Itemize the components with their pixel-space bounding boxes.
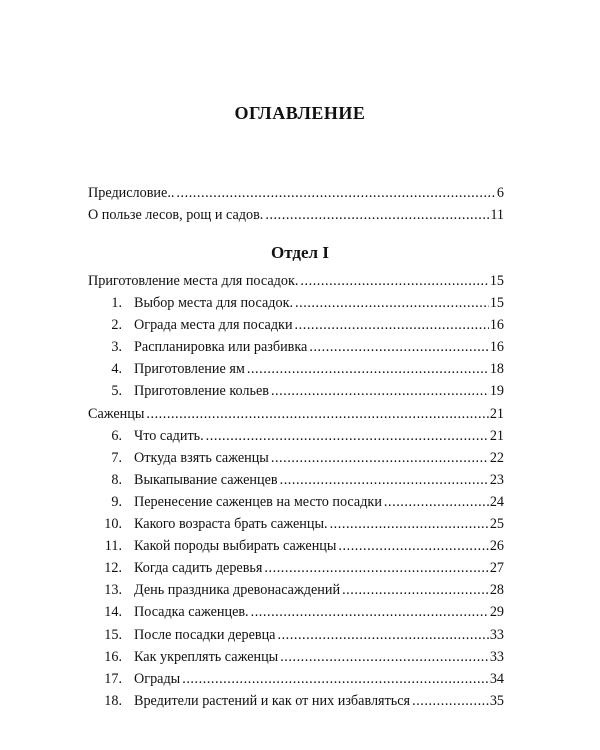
toc-page-number: 19 [489,383,504,400]
toc-entry-title: Ограда места для посадки [134,317,293,334]
toc-page-number: 35 [489,692,504,709]
toc-leader-dots [384,491,489,513]
toc-entry[interactable] [88,624,504,646]
toc-entry[interactable] [88,380,504,402]
page-title: ОГЛАВЛЕНИЕ [234,103,366,123]
toc-page-number: 16 [489,339,504,356]
toc-leader-dots [280,469,489,491]
toc-page-number: 15 [489,295,504,312]
toc-entry[interactable] [88,601,504,623]
toc-leader-dots [265,204,489,226]
toc-entry-number: 18. [104,692,122,709]
toc-entry-title: Откуда взять саженцы [134,449,269,466]
toc-entry-number: 5. [111,383,122,400]
toc-entry[interactable] [88,182,504,204]
toc-entry-title: Когда садить деревья [134,560,263,577]
toc-leader-dots [330,513,489,535]
toc-entry[interactable] [88,535,504,557]
toc-entry-number: 7. [111,449,122,466]
toc-entry-number: 3. [111,339,122,356]
toc-entry-number: 8. [111,471,122,488]
toc-page-number: 27 [489,560,504,577]
toc-entry-number: 1. [111,295,122,312]
toc-entry-title: Приготовление ям [134,361,245,378]
toc-leader-dots [206,425,489,447]
toc-leader-dots [247,358,489,380]
toc-entry-title: Какой породы выбирать саженцы [134,538,337,555]
toc-entry-number: 12. [104,560,122,577]
toc-leader-dots [271,380,489,402]
toc-entry-title: Выкапывание саженцев [134,471,278,488]
toc-entry[interactable] [88,425,504,447]
toc-entry-title: После посадки деревца [134,626,276,643]
toc-entry[interactable] [88,314,504,336]
toc-page-number: 15 [489,273,504,289]
toc-entry-title: День праздника древонасаждений [134,582,341,599]
toc-entry[interactable] [88,690,504,712]
toc-entry-title: Как укреплять саженцы [134,648,279,665]
toc-page-number: 26 [489,538,504,555]
toc-entry-title: Вредители растений и как от них избавляться [134,692,411,709]
toc-entry[interactable] [88,292,504,314]
toc-entry[interactable] [88,491,504,513]
toc-entry-number: 15. [104,626,122,643]
toc-entry[interactable] [88,336,504,358]
toc-entry[interactable] [88,513,504,535]
toc-entry-number: 9. [111,493,122,510]
toc-page-number: 11 [490,207,504,224]
toc-entry-title: Какого возраста брать саженцы. [134,516,328,533]
toc-entry[interactable] [88,358,504,380]
toc-entry-title: Что садить. [134,427,204,444]
toc-leader-dots [251,601,489,623]
toc-entry-number: 16. [104,648,122,665]
toc-leader-dots [280,646,489,668]
toc-page-number: 33 [489,626,504,643]
toc-leader-dots [277,624,488,646]
toc-leader-dots [309,336,488,358]
toc-entry[interactable] [88,579,504,601]
toc-entry-title: Предисловие.. [88,185,175,201]
toc-entry[interactable] [88,403,504,425]
toc-entry-number: 6. [111,427,122,444]
toc-entry-title: Приготовление места для посадок. [88,273,299,289]
section-title: Отдел I [271,243,329,262]
toc-leader-dots [182,668,489,690]
toc-entry-title: Посадка саженцев. [134,604,249,621]
toc-entry[interactable] [88,447,504,469]
toc-entry-title: Саженцы [88,405,145,422]
toc-entry-number: 13. [104,582,122,599]
toc-leader-dots [412,690,489,712]
toc-page-number: 29 [489,604,504,621]
toc-page-number: 6 [496,185,504,201]
toc-page-number: 18 [489,361,504,378]
toc-entry-number: 4. [111,361,122,378]
toc-entry-number: 2. [111,317,122,334]
toc-page-number: 16 [489,317,504,334]
toc-entry[interactable] [88,557,504,579]
toc-page-number: 23 [489,471,504,488]
toc-entry[interactable] [88,270,504,292]
toc-entry[interactable] [88,469,504,491]
toc-entry[interactable] [88,204,504,226]
toc-page-number: 21 [489,427,504,444]
toc-entry-title: Распланировка или разбивка [134,339,308,356]
toc-leader-dots [271,447,489,469]
toc-entry-number: 11. [104,538,122,555]
front-matter-list [0,182,600,226]
toc-entry-title: Выбор места для посадок. [134,295,294,312]
toc-entry-title: Ограды [134,670,181,687]
section-entry-list [0,270,600,712]
toc-entry-number: 17. [104,670,122,687]
toc-leader-dots [146,403,488,425]
toc-leader-dots [300,270,488,292]
toc-entry-title: Приготовление кольев [134,383,269,400]
toc-page-number: 34 [489,670,504,687]
toc-page-number: 24 [489,493,504,510]
toc-entry-title: Перенесение саженцев на место посадки [134,493,382,510]
toc-entry[interactable] [88,646,504,668]
toc-page-number: 28 [489,582,504,599]
toc-leader-dots [295,314,489,336]
toc-entry-number: 14. [104,604,122,621]
toc-leader-dots [176,182,495,204]
toc-leader-dots [342,579,489,601]
toc-leader-dots [338,535,488,557]
toc-entry-title: О пользе лесов, рощ и садов. [88,207,264,224]
toc-page-number: 22 [489,449,504,466]
toc-page-number: 25 [489,516,504,533]
toc-entry-number: 10. [104,516,122,533]
toc-leader-dots [295,292,489,314]
toc-leader-dots [264,557,488,579]
toc-page-number: 21 [489,405,504,422]
toc-page-number: 33 [489,648,504,665]
toc-entry[interactable] [88,668,504,690]
